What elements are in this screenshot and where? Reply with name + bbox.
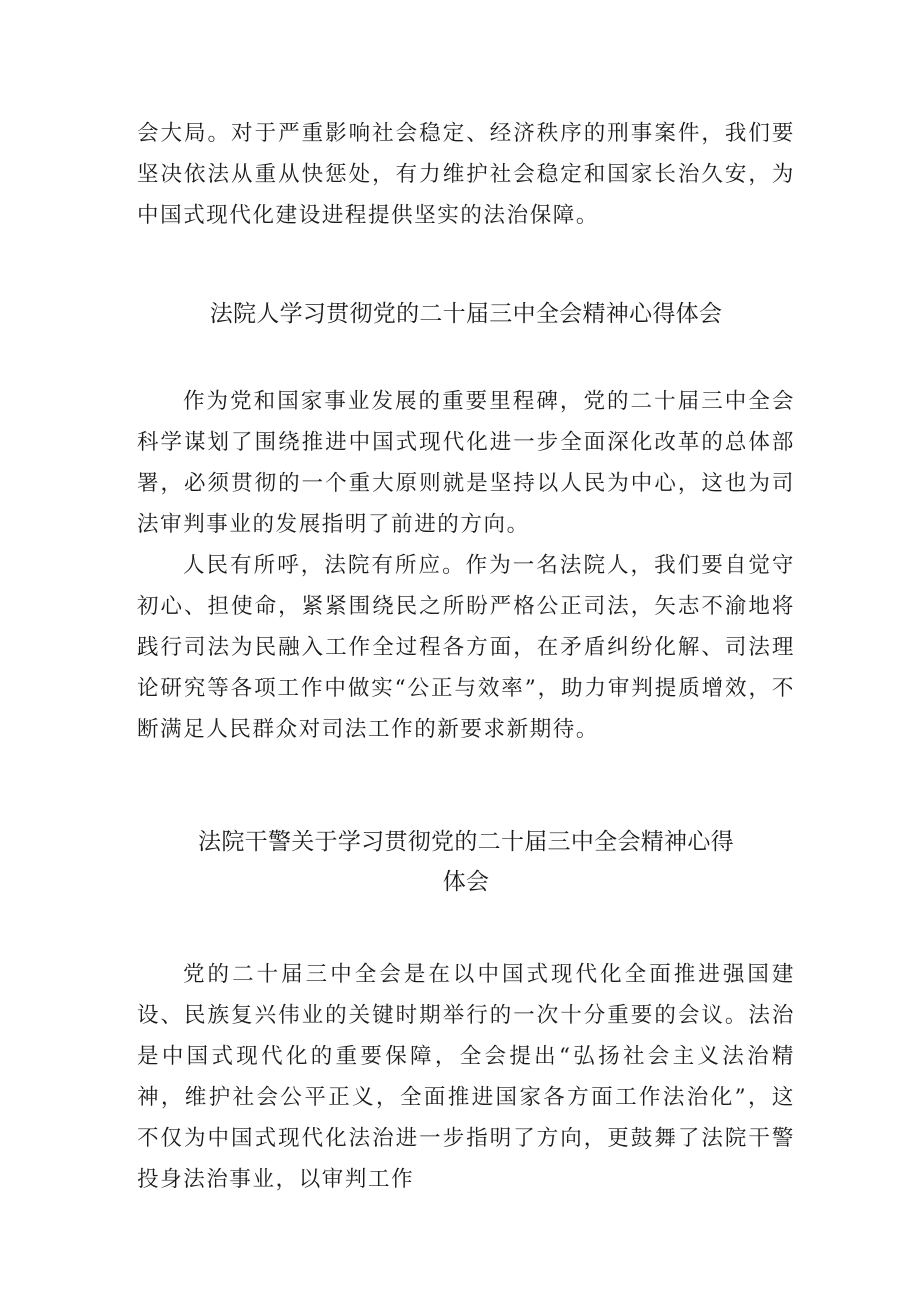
section1-paragraph-1: 作为党和国家事业发展的重要里程碑，党的二十届三中全会科学谋划了围绕推进中国式现代化进一步全面深化改革的总体部署，必须贯彻的一个重大原则就是坚持以人民为中心，这也为司法审判事业的发展指明了前进的方向。 xyxy=(137,389,795,537)
section-title-1: 法院人学习贯彻党的二十届三中全会精神心得体会 xyxy=(209,301,723,327)
section2-paragraph-1: 党的二十届三中全会是在以中国式现代化全面推进强国建设、民族复兴伟业的关键时期举行的一次十分重要的会议。法治是中国式现代化的重要保障，全会提出“弘扬社会主义法治精神，维护社会公平正义，全面推进国家各方面工作法治化”，这不仅为中国式现代化法治进一步指明了方向，更鼓舞了法院干警投身法治事业，以审判工作 xyxy=(137,962,795,1192)
continuation-paragraph: 会大局。对于严重影响社会稳定、经济秩序的刑事案件，我们要坚决依法从重从快惩处，有力维护社会稳定和国家长治久安，为中国式现代化建设进程提供坚实的法治保障。 xyxy=(137,121,795,228)
section-title-2 xyxy=(137,822,795,902)
section1-paragraph-2: 人民有所呼，法院有所应。作为一名法院人，我们要自觉守初心、担使命，紧紧围绕民之所盼严格公正司法，矢志不渝地将践行司法为民融入工作全过程各方面，在矛盾纠纷化解、司法理论研究等各项工作中做实“公正与效率”，助力审判提质增效，不断满足人民群众对司法工作的新要求新期待。 xyxy=(137,553,795,742)
section-title-2-line-1: 法院干警关于学习贯彻党的二十届三中全会精神心得 xyxy=(198,829,734,855)
section-title-2-line-2: 体会 xyxy=(442,869,490,895)
